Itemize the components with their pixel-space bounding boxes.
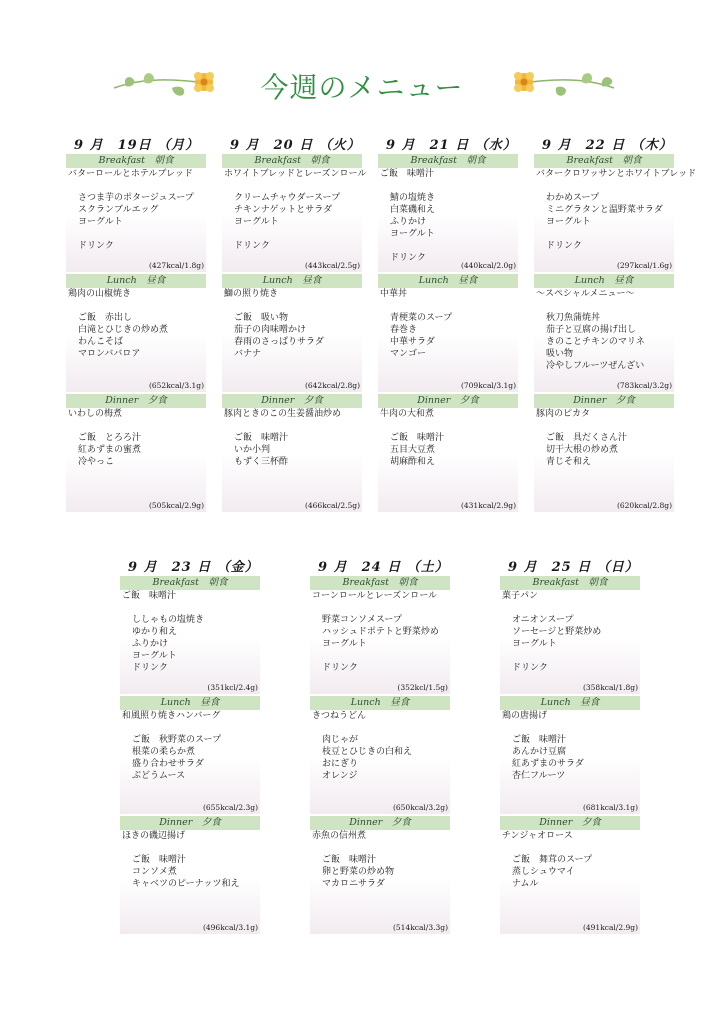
lunch-kcal: (681kcal/3.1g) [582,803,638,812]
lunch-item: 冷やしフルーツぜんざい [546,361,645,371]
dinner-items [310,854,450,890]
breakfast-item: オニオンスープ [512,615,574,625]
breakfast-item: ヨーグルト [132,651,177,661]
breakfast-item: ししゃもの塩焼き [132,615,205,625]
lunch-item: 吸い物 [546,349,574,359]
dinner-kcal: (505kcal/2.9g) [148,501,204,510]
dinner-item: ご飯 味噌汁 [234,433,289,443]
dinner-header: Dinner 夕食 [66,394,206,408]
day-column [378,134,518,512]
breakfast-kcal: (352kcl/1.5g) [397,683,448,692]
dinner-item: 紅あずまの蜜煮 [78,445,142,455]
breakfast-item: ドリンク [234,241,270,251]
lunch-item: 秋刀魚蒲焼丼 [546,313,601,323]
breakfast-header: Breakfast 朝食 [378,154,518,168]
lunch-body [500,710,640,814]
lunch-items [222,312,362,360]
dinner-item: キャベツのピーナッツ和え [132,879,240,889]
lunch-body [66,288,206,392]
dinner-kcal: (496kcal/3.1g) [202,923,258,932]
lunch-section [120,696,260,814]
lunch-header: Lunch 昼食 [120,696,260,710]
day-date: 9 月 23 日 （金） [128,560,259,575]
breakfast-body [378,168,518,272]
lunch-item: 青梗菜のスープ [390,313,453,323]
breakfast-main-dish: ホワイトブレッドとレーズンロール [224,169,367,179]
breakfast-item: ヨーグルト [322,639,367,649]
breakfast-items [222,192,362,252]
lunch-item: 肉じゃが [322,735,359,745]
breakfast-items [120,614,260,674]
breakfast-main-dish: ご飯 味噌汁 [380,169,435,179]
dinner-kcal: (514kcal/3.3g) [392,923,448,932]
lunch-header: Lunch 昼食 [500,696,640,710]
dinner-items [500,854,640,890]
breakfast-item: ドリンク [390,253,426,263]
lunch-item: ご飯 赤出し [78,313,133,323]
day-column [500,556,640,934]
dinner-main-dish: いわしの梅煮 [68,409,123,419]
dinner-items [120,854,260,890]
dinner-section [500,816,640,934]
dinner-main-dish: 豚肉のピカタ [536,409,591,419]
lunch-item: 枝豆とひじきの白和え [322,747,413,757]
lunch-body [310,710,450,814]
flower-ornament-left [112,58,222,108]
lunch-items [534,312,674,372]
breakfast-item: ふりかけ [132,639,169,649]
dinner-section [534,394,674,512]
dinner-item: ご飯 味噌汁 [390,433,445,443]
lunch-item: わんこそば [78,337,124,347]
lunch-item: ご飯 味噌汁 [512,735,567,745]
dinner-body [378,408,518,512]
dinner-header: Dinner 夕食 [120,816,260,830]
breakfast-item: さつま芋のポタージュスープ [78,193,194,203]
lunch-section [66,274,206,392]
breakfast-item: 鯖の塩焼き [390,193,436,203]
breakfast-item: ヨーグルト [234,217,279,227]
lunch-body [120,710,260,814]
lunch-header: Lunch 昼食 [66,274,206,288]
dinner-item: ご飯 舞茸のスープ [512,855,593,865]
breakfast-item: スクランブルエッグ [78,205,159,215]
lunch-body [378,288,518,392]
breakfast-item: ゆかり和え [132,627,178,637]
day-date: 9 月 24 日 （土） [318,560,449,575]
dinner-item: 冷やっこ [78,457,115,467]
day-column [222,134,367,512]
dinner-item: 蒸しシュウマイ [512,867,575,877]
lunch-items [500,734,640,782]
lunch-header: Lunch 昼食 [222,274,362,288]
lunch-item: オレンジ [322,771,358,781]
breakfast-section [120,576,260,694]
breakfast-body [500,590,640,694]
lunch-item: ご飯 吸い物 [234,313,289,323]
lunch-item: マンゴー [390,349,427,359]
lunch-item: 盛り合わせサラダ [132,759,204,769]
dinner-body [66,408,206,512]
dinner-body [120,830,260,934]
lunch-section [222,274,362,392]
dinner-item: マカロニサラダ [322,879,385,889]
lunch-main-dish: 鶏肉の山椒焼き [68,289,132,299]
breakfast-item: チキンナゲットとサラダ [234,205,333,215]
dinner-section [378,394,518,512]
breakfast-item: ハッシュドポテトと野菜炒め [322,627,439,637]
breakfast-kcal: (440kcal/2.0g) [460,261,516,270]
breakfast-item: ドリンク [322,663,358,673]
dinner-kcal: (466kcal/2.5g) [304,501,360,510]
dinner-item: ナムル [512,879,539,889]
lunch-item: きのことチキンのマリネ [546,337,645,347]
lunch-body [534,288,674,392]
lunch-main-dish: ～スペシャルメニュー～ [536,289,635,299]
dinner-kcal: (620kcal/2.8g) [616,501,672,510]
day-column [120,556,260,934]
flower-ornament-right [506,58,616,108]
dinner-header: Dinner 夕食 [378,394,518,408]
dinner-body [534,408,674,512]
lunch-item: ご飯 秋野菜のスープ [132,735,222,745]
breakfast-section [500,576,640,694]
dinner-item: いか小判 [234,445,271,455]
breakfast-item: ドリンク [132,663,168,673]
lunch-item: 根菜の柔らか煮 [132,747,196,757]
dinner-main-dish: チンジャオロース [502,831,573,841]
breakfast-section [66,154,206,272]
breakfast-body [66,168,206,272]
lunch-kcal: (642kcal/2.8g) [304,381,360,390]
lunch-items [378,312,518,360]
lunch-section [534,274,674,392]
dinner-items [222,432,362,468]
breakfast-item: ヨーグルト [390,229,435,239]
lunch-header: Lunch 昼食 [310,696,450,710]
lunch-main-dish: 鶏の唐揚げ [502,711,548,721]
breakfast-kcal: (351kcl/2.4g) [207,683,258,692]
breakfast-item: ヨーグルト [78,217,123,227]
dinner-header: Dinner 夕食 [310,816,450,830]
breakfast-header: Breakfast 朝食 [222,154,362,168]
breakfast-kcal: (443kcal/2.5g) [304,261,360,270]
dinner-header: Dinner 夕食 [534,394,674,408]
dinner-body [222,408,362,512]
lunch-kcal: (709kcal/3.1g) [460,381,516,390]
dinner-item: 青じそ和え [546,457,592,467]
breakfast-items [310,614,450,674]
dinner-item: もずく三杯酢 [234,457,289,467]
lunch-main-dish: 和風照り焼きハンバーグ [122,711,221,721]
lunch-section [378,274,518,392]
breakfast-item: ドリンク [512,663,548,673]
breakfast-item: 白菜磯和え [390,205,436,215]
page-title: 今週のメニュー [260,71,464,104]
breakfast-kcal: (358kcal/1.8g) [582,683,638,692]
dinner-item: 胡麻酢和え [390,457,436,467]
day-column [310,556,450,934]
breakfast-item: ヨーグルト [546,217,591,227]
dinner-main-dish: 豚肉ときのこの生姜醤油炒め [224,409,342,419]
breakfast-item: ふりかけ [390,217,427,227]
day-date: 9 月 20 日 （火） [230,138,361,153]
day-date: 9 月 22 日 （木） [542,138,673,153]
breakfast-items [500,614,640,674]
dinner-main-dish: 赤魚の信州煮 [312,831,367,841]
dinner-main-dish: ほきの磯辺揚げ [122,831,186,841]
lunch-item: バナナ [234,349,262,359]
breakfast-section [222,154,367,272]
breakfast-main-dish: バターロールとホテルブレッド [68,169,193,179]
dinner-items [66,432,206,468]
breakfast-kcal: (427kcal/1.8g) [148,261,204,270]
breakfast-header: Breakfast 朝食 [500,576,640,590]
dinner-item: ご飯 具だくさん汁 [546,433,628,443]
breakfast-item: ヨーグルト [512,639,557,649]
breakfast-body [222,168,367,272]
breakfast-header: Breakfast 朝食 [310,576,450,590]
lunch-section [500,696,640,814]
breakfast-body [310,590,450,694]
breakfast-header: Breakfast 朝食 [120,576,260,590]
dinner-section [66,394,206,512]
dinner-body [310,830,450,934]
lunch-item: あんかけ豆腐 [512,747,567,757]
lunch-main-dish: 鰤の照り焼き [224,289,279,299]
lunch-item: おにぎり [322,759,359,769]
day-date: 9 月 19日 （月） [74,138,200,153]
dinner-item: ご飯 とろろ汁 [78,433,142,443]
lunch-kcal: (783kcal/3.2g) [616,381,672,390]
breakfast-item: ミニグラタンと温野菜サラダ [546,205,663,215]
dinner-item: 卵と野菜の炒め物 [322,867,395,877]
breakfast-main-dish: バタークロワッサンとホワイトブレッド [536,169,697,179]
breakfast-main-dish: コーンロールとレーズンロール [312,591,438,601]
breakfast-body [534,168,697,272]
breakfast-main-dish: ご飯 味噌汁 [122,591,177,601]
day-date: 9 月 25 日 （日） [508,560,639,575]
breakfast-header: Breakfast 朝食 [66,154,206,168]
dinner-kcal: (431kcal/2.9g) [460,501,516,510]
dinner-items [378,432,518,468]
lunch-item: マロンババロア [78,349,141,359]
breakfast-item: ドリンク [78,241,114,251]
dinner-item: 五目大豆煮 [390,445,436,455]
day-column [534,134,697,512]
lunch-items [66,312,206,360]
dinner-header: Dinner 夕食 [500,816,640,830]
lunch-main-dish: きつねうどん [312,711,367,721]
lunch-item: 茄子と豆腐の揚げ出し [546,325,637,335]
lunch-items [310,734,450,782]
lunch-item: 春雨のさっぱりサラダ [234,337,324,347]
breakfast-item: ソーセージと野菜炒め [512,627,602,637]
breakfast-kcal: (297kcal/1.6g) [616,261,672,270]
dinner-kcal: (491kcal/2.9g) [582,923,638,932]
dinner-section [222,394,362,512]
lunch-body [222,288,362,392]
dinner-header: Dinner 夕食 [222,394,362,408]
breakfast-section [378,154,518,272]
breakfast-items [66,192,206,252]
lunch-item: 紅あずまのサラダ [512,759,584,769]
lunch-kcal: (650kcal/3.2g) [392,803,448,812]
lunch-item: 茄子の肉味噌かけ [234,325,307,335]
day-column [66,134,206,512]
lunch-item: 白滝とひじきの炒め煮 [78,325,169,335]
lunch-header: Lunch 昼食 [378,274,518,288]
breakfast-items [378,192,518,264]
lunch-item: ぶどうムース [132,771,186,781]
breakfast-body [120,590,260,694]
lunch-section [310,696,450,814]
breakfast-item: クリームチャウダースープ [234,193,341,203]
breakfast-main-dish: 菓子パン [502,591,539,601]
lunch-item: 中華サラダ [390,337,435,347]
breakfast-header: Breakfast 朝食 [534,154,674,168]
lunch-item: 春巻き [390,325,418,335]
dinner-section [310,816,450,934]
dinner-section [120,816,260,934]
lunch-item: 杏仁フルーツ [512,771,566,781]
lunch-main-dish: 中華丼 [380,289,408,299]
breakfast-section [310,576,450,694]
lunch-items [120,734,260,782]
dinner-item: ご飯 味噌汁 [322,855,377,865]
dinner-item: ご飯 味噌汁 [132,855,187,865]
dinner-item: コンソメ煮 [132,867,177,877]
dinner-item: 切干大根の炒め煮 [546,445,619,455]
dinner-main-dish: 牛肉の大和煮 [380,409,435,419]
day-date: 9 月 21 日 （水） [386,138,517,153]
lunch-header: Lunch 昼食 [534,274,674,288]
breakfast-section [534,154,697,272]
dinner-body [500,830,640,934]
lunch-kcal: (652kcal/3.1g) [148,381,204,390]
breakfast-item: ドリンク [546,241,582,251]
breakfast-item: わかめスープ [546,193,600,203]
lunch-kcal: (655kcal/2.3g) [202,803,258,812]
breakfast-item: 野菜コンソメスープ [322,615,402,625]
breakfast-items [534,192,674,252]
dinner-items [534,432,674,468]
